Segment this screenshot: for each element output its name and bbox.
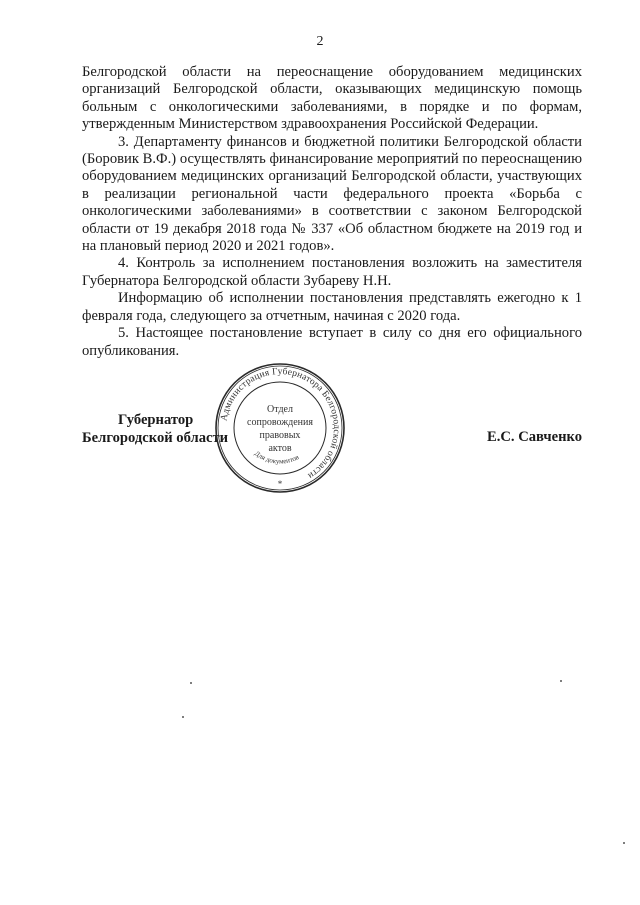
stamp-center-line-2: сопровождения xyxy=(247,417,313,428)
document-body xyxy=(82,64,582,360)
stamp-bottom-text: Для документов xyxy=(252,449,301,466)
official-stamp xyxy=(214,362,346,494)
stamp-ring-text: Администрация Губернатора Белгородской области xyxy=(219,366,342,481)
stamp-center-line-1: Отдел xyxy=(267,404,293,415)
scan-speck xyxy=(623,842,625,844)
stamp-center-line-4: актов xyxy=(268,443,292,454)
stamp-icon xyxy=(214,362,346,494)
paragraph-continuation: Белгородской области на переоснащение оборудованием медицинских организаций Белгородской области, оказывающих медицинскую помощь больным с онкологическими заболеваниями, в порядке и по формам, утвержденным Министерством здравоохранения Российской Федерации. xyxy=(82,64,582,133)
signatory-title-line2: Белгородской области xyxy=(82,430,229,446)
signatory-name: Е.С. Савченко xyxy=(486,429,582,445)
signatory-title-line1: Губернатор xyxy=(118,412,194,428)
paragraph-item-4: 4. Контроль за исполнением постановления возложить на заместителя Губернатора Белгородской области Зубареву Н.Н. xyxy=(82,255,582,289)
page-number: 2 xyxy=(316,34,324,49)
scan-speck xyxy=(560,680,562,682)
paragraph-item-3: 3. Департаменту финансов и бюджетной политики Белгородской области (Боровик В.Ф.) осуществлять финансирование мероприятий по переоснащению оборудованием медицинских организаций Белгородской области, участвующих в реализации региональной части федерального проекта «Борьба с онкологическими заболеваниями» в соответствии с законом Белгородской области от 19 декабря 2018 года № 337 «Об областном бюджете на 2019 год и на плановый период 2020 и 2021 годов». xyxy=(82,133,582,255)
scan-speck xyxy=(190,682,192,684)
paragraph-reporting: Информацию об исполнении постановления представлять ежегодно к 1 февраля года, следующего за отчетным, начиная с 2020 года. xyxy=(82,290,582,324)
scan-speck xyxy=(182,716,184,718)
stamp-star: * xyxy=(277,479,283,489)
stamp-center-line-3: правовых xyxy=(259,430,301,441)
paragraph-item-5: 5. Настоящее постановление вступает в силу со дня его официального опубликования. xyxy=(82,325,582,359)
